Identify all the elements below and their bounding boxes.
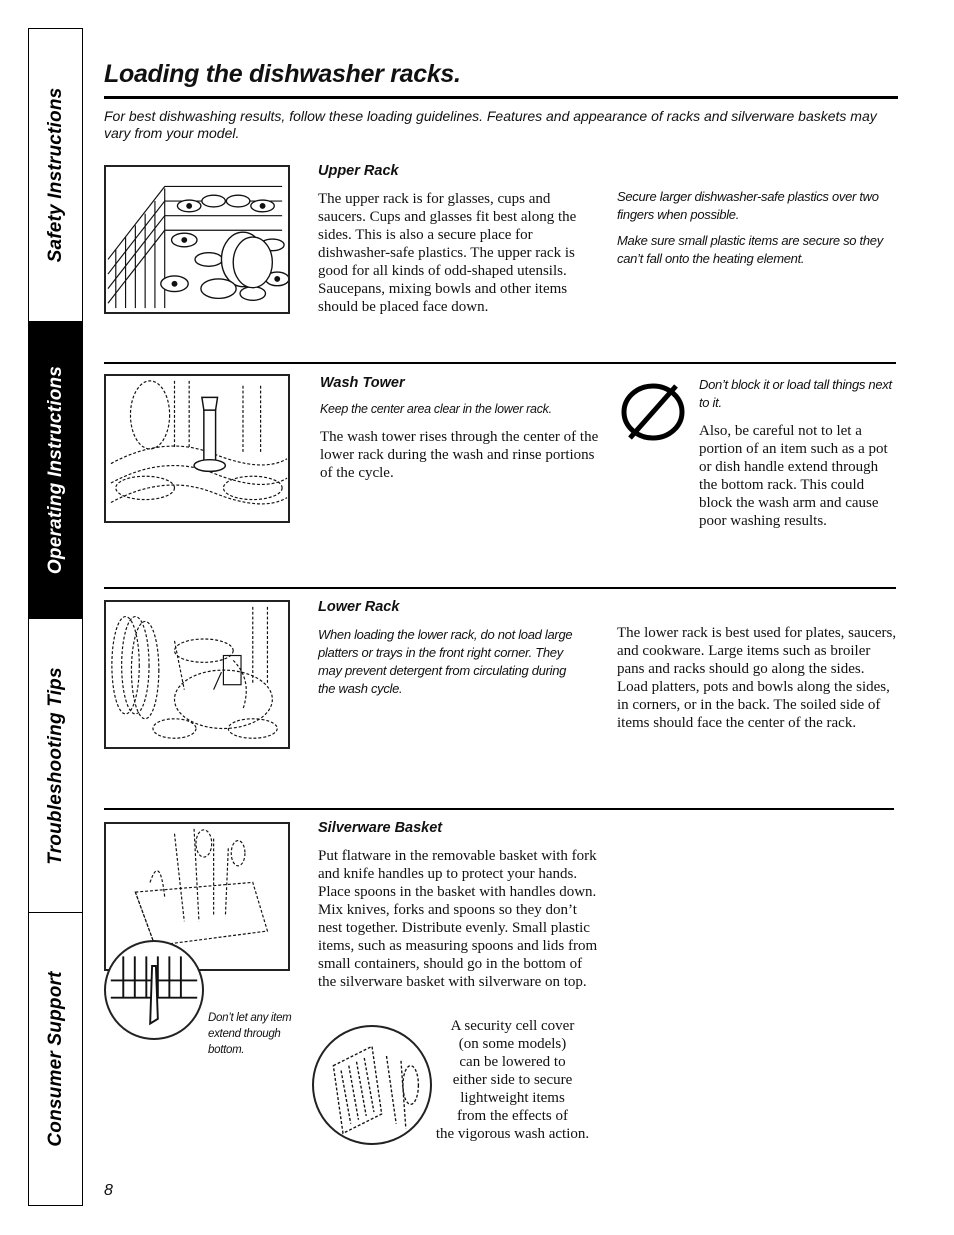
basket-bottom-callout	[104, 940, 204, 1040]
upper-rack-note: Make sure small plastic items are secure so they can’t fall onto the heating element.	[617, 233, 883, 266]
security-cell-line: can be lowered to	[459, 1054, 566, 1070]
tab-operating-instructions[interactable]	[29, 322, 82, 619]
lower-rack-heading: Lower Rack	[318, 599, 400, 615]
side-tabs	[28, 28, 83, 1206]
tab-label: Safety Instructions	[44, 87, 66, 263]
wash-tower-illustration	[104, 374, 290, 523]
upper-rack-notes	[617, 188, 892, 276]
security-cell-line: lightweight items	[460, 1090, 565, 1106]
prohibited-icon	[618, 380, 688, 442]
tab-label: Operating Instructions	[44, 365, 66, 575]
tab-consumer-support[interactable]	[29, 913, 82, 1205]
upper-rack-illustration	[104, 165, 290, 314]
lower-rack-illustration	[104, 600, 290, 749]
upper-rack-heading: Upper Rack	[318, 163, 399, 179]
wash-tower-note: Keep the center area clear in the lower rack.	[320, 402, 552, 416]
security-cell-line: (on some models)	[458, 1036, 567, 1052]
intro-text: For best dishwashing results, follow these loading guidelines. Features and appearance of racks and silverware baskets may vary from your model.	[104, 108, 877, 141]
wash-tower-side-note: Don’t block it or load tall things next to it.	[699, 377, 892, 410]
security-cell-line: from the effects of	[457, 1108, 568, 1124]
upper-rack-note: Secure larger dishwasher-safe plastics over two fingers when possible.	[617, 189, 879, 222]
lower-rack-note: When loading the lower rack, do not load large platters or trays in the front right corner. They may prevent detergent from circulating during the wash cycle.	[318, 627, 573, 696]
security-cell-text	[400, 1017, 625, 1143]
silverware-basket-body: Put flatware in the removable basket with fork and knife handles up to protect your hands. Place spoons in the basket with handles down. Mix knives, forks and spoons so they don’t nest together. Distribute evenly. Small plastic items, such as measuring spoons and lids from small containers, should go in the bottom of the silverware basket with silverware on top.	[318, 848, 598, 990]
security-cell-line: either side to secure	[452, 1072, 573, 1088]
security-cell-line: the vigorous wash action.	[435, 1126, 590, 1142]
page-number: 8	[104, 1182, 113, 1199]
page-title: Loading the dishwasher racks.	[104, 60, 461, 88]
silverware-basket-heading: Silverware Basket	[318, 820, 443, 836]
section-divider	[104, 808, 894, 810]
tab-troubleshooting-tips[interactable]	[29, 619, 82, 913]
section-divider	[104, 587, 896, 589]
wash-tower-body: The wash tower rises through the center of the lower rack during the wash and rinse portions of the cycle.	[320, 429, 599, 481]
basket-callout-text: Don’t let any item extend through bottom.	[208, 1012, 292, 1056]
tab-label: Troubleshooting Tips	[44, 666, 66, 865]
security-cell-line: A security cell cover	[450, 1018, 575, 1034]
title-rule	[104, 96, 898, 99]
tab-label: Consumer Support	[44, 971, 66, 1147]
section-divider	[104, 362, 896, 364]
lower-rack-body: The lower rack is best used for plates, saucers, and cookware. Large items such as broiler pans and racks should go along the sides. Load platters, pots and bowls along the sides, in corners, or in the back. The soiled side of items should face the center of the rack.	[617, 625, 897, 731]
upper-rack-body: The upper rack is for glasses, cups and saucers. Cups and glasses fit best along the sides. This is also a secure place for dishwasher-safe plastics. The upper rack is good for all kinds of odd-shaped utensils. Saucepans, mixing bowls and other items should be placed face down.	[318, 191, 577, 315]
wash-tower-heading: Wash Tower	[320, 375, 405, 391]
wash-tower-side-body: Also, be careful not to let a portion of an item such as a pot or dish handle extend through the bottom rack. This could block the wash arm and cause poor washing results.	[699, 423, 888, 529]
tab-safety-instructions[interactable]	[29, 29, 82, 322]
